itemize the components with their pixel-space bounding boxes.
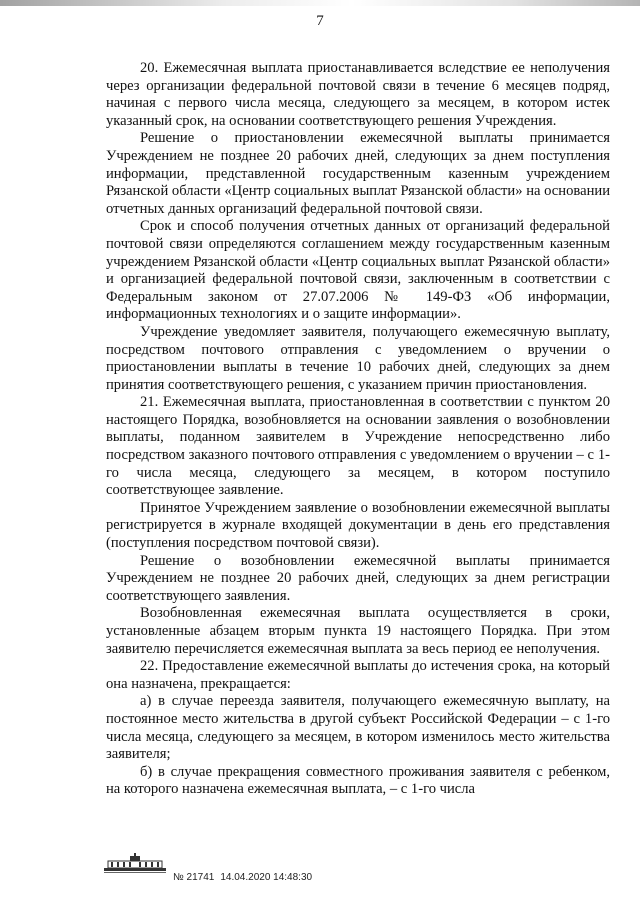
scan-edge [0, 0, 640, 6]
paragraph: 21. Ежемесячная выплата, приостановленная в соответствии с пунктом 20 настоящего Порядка, возобновляется на основании заявления о возобновлении выплаты, поданном заявителем в Учреждение непосредственно либо посредством заказного почтового отправления с уведомлением о вручении – с 1-го числа месяца, следующего за месяцем, в котором поступило соответствующее заявление. [106, 394, 610, 499]
paragraph: Решение о возобновлении ежемесячной выплаты принимается Учреждением не позднее 20 рабочих дней, следующих за днем регистрации соответствующего заявления. [106, 552, 610, 604]
paragraph: Принятое Учреждением заявление о возобновлении ежемесячной выплаты регистрируется в журнале входящей документации в день его представления (поступления посредством почтовой связи). [106, 499, 610, 552]
paragraph: Учреждение уведомляет заявителя, получающего ежемесячную выплату, посредством почтового отправления с уведомлением о вручении о приостановлении выплаты в течение 10 рабочих дней, следующих за днем принятия соответствующего решения, с указанием причин приостановления. [106, 323, 610, 393]
government-building-stamp-icon [100, 852, 170, 874]
document-number: № 21741 [173, 872, 215, 883]
registration-stamp [173, 872, 318, 883]
page-number: 7 [316, 13, 324, 29]
paragraph: 22. Предоставление ежемесячной выплаты до истечения срока, на который она назначена, прекращается: [106, 658, 610, 692]
paragraph: 20. Ежемесячная выплата приостанавливается вследствие ее неполучения через организации федеральной почтовой связи в течение 6 месяцев подряд, начиная с первого числа месяца, следующего за месяцем, в котором истек указанный срок, на основании соответствующего решения Учреждения. [106, 60, 610, 129]
registration-datetime: 14.04.2020 14:48:30 [220, 872, 313, 883]
paragraph: Срок и способ получения отчетных данных от организаций федеральной почтовой связи определяются соглашением между государственным казенным учреждением Рязанской области «Центр социальных выплат Рязанской области» и организацией федеральной почтовой связи, заключенным в соответствии с Федеральным законом от 27.07.2006 № 149-ФЗ «Об информации, информационных технологиях и о защите информации». [106, 218, 610, 323]
paragraph: Решение о приостановлении ежемесячной выплаты принимается Учреждением не позднее 20 рабочих дней, следующих за днем поступления информации, представленной государственным казенным учреждением Рязанской области «Центр социальных выплат Рязанской области» на основании отчетных данных организаций федеральной почтовой связи. [106, 130, 610, 217]
paragraph: а) в случае переезда заявителя, получающего ежемесячную выплату, на постоянное место жительства в другой субъект Российской Федерации – с 1-го числа месяца, следующего за месяцем, в котором изменилось место жительства заявителя; [106, 693, 610, 763]
paragraph: б) в случае прекращения совместного проживания заявителя с ребенком, на которого назначена ежемесячная выплата, – с 1-го числа [106, 763, 610, 798]
document-body [106, 60, 610, 799]
paragraph: Возобновленная ежемесячная выплата осуществляется в сроки, установленные абзацем вторым пункта 19 настоящего Порядка. При этом заявителю перечисляется ежемесячная выплата за весь период ее неполучения. [106, 605, 610, 657]
